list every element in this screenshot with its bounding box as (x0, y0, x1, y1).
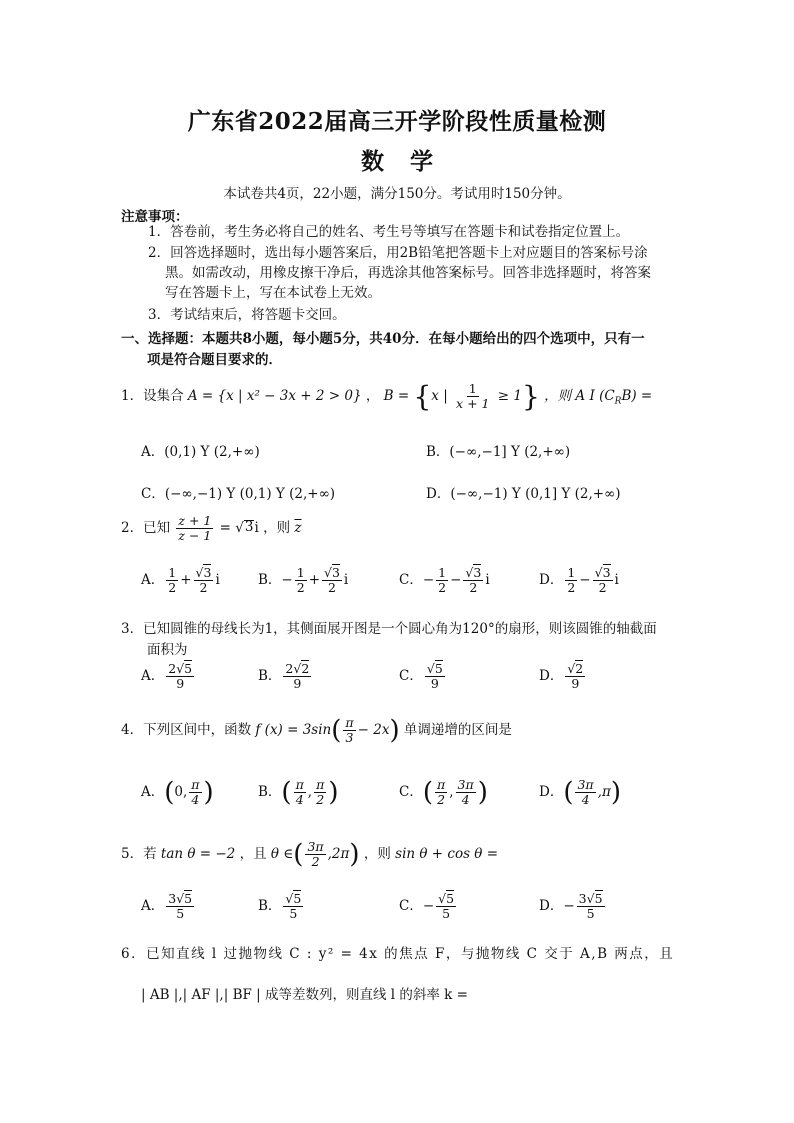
q4-b-den2: 2 (316, 792, 325, 807)
notice-item-2-line-2: 黑。如需改动，用橡皮擦干净后，再选涂其他答案标号。回答非选择题时，将答案 (165, 265, 651, 281)
q4-option-a[interactable]: A．(0, $\frac{\pi}{4}$ ) (141, 777, 214, 808)
q4-option-b[interactable]: B．( $\frac{\pi}{4}$ , $\frac{\pi}{2}$ ) (258, 777, 339, 808)
q5-a-label: A． (141, 898, 165, 914)
q2-sqrt-rad: 3 (244, 519, 254, 535)
q1-frac-den: x + 1 (456, 396, 490, 411)
q2-a-op: + (180, 572, 192, 588)
q1-tail-end: B) = (621, 388, 653, 404)
q4-paren-close: ) (389, 715, 400, 746)
q2-d-op: − (579, 572, 591, 588)
q2-d-imag: i (614, 572, 619, 588)
q2-fraction (176, 514, 213, 543)
q1-frac-num: 1 (468, 381, 477, 396)
q4-b-label: B． (258, 784, 282, 800)
q5-option-a[interactable]: A． $\frac{3√5}{5}$ (141, 891, 193, 921)
q5-int-right: ,2π (327, 846, 350, 862)
question-3 (121, 619, 681, 661)
q4-a-den: 4 (191, 792, 200, 807)
q5-d-label: D．− (539, 898, 575, 914)
section-heading-line-1: 一、选择题：本题共8小题，每小题5分，共40分．在每小题给出的四个选项中，只有一 (121, 331, 645, 347)
q5-tail: ，则 (363, 846, 391, 862)
q2-b-label: B．− (258, 572, 293, 588)
q6-line-1: 6．已知直线 l 过抛物线 C : y² = 4x 的焦点 F，与抛物线 C 交于 A,B 两点，且 (121, 946, 675, 962)
q5-b-label: B． (258, 898, 282, 914)
q2-c-imag: i (485, 572, 490, 588)
q3-option-c[interactable]: C． $\frac{√5}{9}$ (399, 661, 443, 691)
q3-option-b[interactable]: B． $\frac{2√2}{9}$ (258, 661, 310, 691)
q5-d-coef: 3 (578, 891, 587, 906)
q2-d-num2: 3 (602, 565, 611, 580)
q2-c-num2: 3 (473, 565, 482, 580)
q4-tail: 单调递增的区间是 (403, 722, 512, 738)
q3-b-label: B． (258, 668, 282, 684)
q2-a-num2: 3 (203, 565, 212, 580)
q5-c-label: C．− (399, 898, 435, 914)
notice-item-3: 3．考试结束后，将答题卡交回。 (148, 307, 346, 323)
question-5: 5．若 tan θ = −2 ，且 θ ∈( $\frac{3\pi}{2}$ ,2π) ，则 sin θ + cos θ = (121, 839, 499, 870)
q4-b-num1: π (295, 777, 304, 792)
q4-c-label: C． (399, 784, 423, 800)
q4-b-num2: π (316, 777, 325, 792)
q2-option-a[interactable]: A． $\frac{1}{2}$ + $\frac{√3}{2}$ i (141, 565, 220, 595)
q1-prefix: 1．设集合 (121, 388, 184, 404)
q5-b-den: 5 (289, 906, 298, 921)
q3-d-label: D． (539, 668, 564, 684)
question-2 (121, 514, 302, 543)
q5-option-b[interactable]: B． $\frac{√5}{5}$ (258, 891, 302, 921)
q1-fraction (454, 382, 491, 411)
q3-b-coef: 2 (285, 661, 294, 676)
q2-a-imag: i (215, 572, 220, 588)
q3-c-label: C． (399, 668, 423, 684)
q2-tail: ，则 (263, 520, 291, 536)
q5-a-coef: 3 (168, 891, 177, 906)
q2-d-den1: 2 (567, 580, 576, 595)
q5-expression: sin θ + cos θ = (395, 846, 499, 862)
q2-b-imag: i (343, 572, 349, 588)
q2-frac-den: z − 1 (178, 528, 212, 543)
q2-d-num1: 1 (567, 565, 576, 580)
q2-b-den2: 2 (327, 580, 336, 595)
q5-int-den: 2 (311, 854, 320, 869)
q2-a-num1: 1 (168, 565, 177, 580)
q1-option-d[interactable]: D．(−∞,−1) Y (0,1] Y (2,+∞) (426, 486, 621, 502)
q5-option-d[interactable]: D．− $\frac{3√5}{5}$ (539, 891, 603, 921)
q5-d-den: 5 (586, 906, 595, 921)
q5-c-rad: 5 (446, 891, 455, 906)
q1-option-b[interactable]: B．(−∞,−1] Y (2,+∞) (426, 444, 571, 460)
q2-equals: = (219, 520, 231, 536)
q2-b-num1: 1 (296, 565, 305, 580)
page-title: 广东省2022届高三开学阶段性质量检测 (187, 108, 607, 135)
q1-set-b-ineq: ≥ 1 (497, 388, 522, 404)
q2-c-label: C．− (399, 572, 435, 588)
q2-frac-num: z + 1 (178, 513, 212, 528)
q1-set-a: A = {x | x² − 3x + 2 > 0} (187, 388, 362, 404)
q4-paren-open: ( (331, 715, 342, 746)
q2-option-c[interactable]: C．− $\frac{1}{2}$ − $\frac{√3}{2}$ i (399, 565, 490, 595)
q4-c-num1: π (437, 777, 446, 792)
q3-line-2: 面积为 (147, 642, 188, 658)
q2-a-label: A． (141, 572, 165, 588)
q5-b-rad: 5 (293, 891, 302, 906)
section-heading (121, 329, 681, 371)
q4-c-den1: 2 (437, 792, 446, 807)
subject-title: 数学 (361, 148, 459, 175)
q6-line-2: | AB |,| AF |,| BF | 成等差数列，则直线 l 的斜率 k = (141, 987, 468, 1003)
q4-option-d[interactable]: D．( $\frac{3\pi}{4}$ ,π) (539, 777, 621, 808)
q5-condition: tan θ = −2 (160, 846, 236, 862)
q3-a-coef: 2 (168, 661, 177, 676)
notice-title: 注意事项： (121, 209, 189, 225)
q3-a-rad: 5 (184, 661, 193, 676)
question-1 (121, 380, 652, 413)
q4-c-num2: 3π (457, 777, 474, 792)
notice-item-2-line-1: 2．回答选择题时，选出每小题答案后，用2B铅笔把答题卡上对应题目的答案标号涂 (148, 245, 648, 261)
q3-d-rad: 2 (575, 661, 584, 676)
q5-c-den: 5 (442, 906, 451, 921)
q1-set-b-label: B = (383, 388, 410, 404)
q3-option-d[interactable]: D． $\frac{√2}{9}$ (539, 661, 584, 691)
q4-d-num1: 3π (577, 777, 594, 792)
q4-inner-tail: − 2x (357, 722, 390, 738)
q1-separator: ， (365, 388, 380, 404)
q3-a-label: A． (141, 668, 165, 684)
q5-a-rad: 5 (184, 891, 193, 906)
notice-item-2-line-3: 写在答题卡上，写在本试卷上无效。 (165, 285, 381, 301)
q3-a-den: 9 (176, 676, 185, 691)
q4-inner-den: 3 (345, 730, 354, 745)
q1-option-a[interactable]: A．(0,1) Y (2,+∞) (141, 444, 260, 460)
q4-a-label: A． (141, 784, 165, 800)
q2-option-b[interactable]: B．− $\frac{1}{2}$ + $\frac{√3}{2}$ i (258, 565, 349, 595)
q3-b-den: 9 (293, 676, 302, 691)
q2-c-den2: 2 (469, 580, 478, 595)
q2-c-den1: 2 (438, 580, 447, 595)
q3-option-a[interactable]: A． $\frac{2√5}{9}$ (141, 661, 193, 691)
q3-d-den: 9 (571, 676, 580, 691)
q2-b-op: + (308, 572, 320, 588)
q2-prefix: 2．已知 (121, 520, 171, 536)
q4-prefix: 4．下列区间中，函数 (121, 722, 252, 738)
q4-d-right: ,π (597, 784, 611, 800)
q2-zbar: $\overline{z}$ (294, 520, 302, 536)
q5-int-num: 3π (307, 839, 324, 854)
q2-sqrt: √ 3 (235, 519, 254, 536)
q2-b-den1: 2 (296, 580, 305, 595)
q2-option-d[interactable]: D． $\frac{1}{2}$ − $\frac{√3}{2}$ i (539, 565, 619, 595)
q4-c-den2: 4 (461, 792, 470, 807)
exam-intro: 本试卷共4页，22小题，满分150分。考试用时150分钟。 (223, 186, 571, 202)
notice-item-2 (148, 243, 651, 303)
q1-tail: ，则 A I (C (544, 388, 615, 404)
question-6-line-2 (141, 983, 468, 1003)
q4-d-label: D． (539, 784, 564, 800)
q5-option-c[interactable]: C．− $\frac{√5}{5}$ (399, 891, 455, 921)
notice-item-1: 1．答卷前，考生务必将自己的姓名、考生号等填写在答题卡和试卷指定位置上。 (148, 224, 630, 240)
q5-theta-in: θ ∈ (270, 846, 294, 862)
q2-imag: i (254, 520, 259, 536)
question-6 (121, 942, 681, 962)
q5-a-den: 5 (176, 906, 185, 921)
q2-c-op: − (450, 572, 462, 588)
q1-tail-sub: R (614, 396, 622, 407)
q3-b-rad: 2 (301, 661, 310, 676)
question-4 (121, 716, 512, 745)
q4-a-num: π (191, 777, 200, 792)
q4-inner-num: π (345, 715, 354, 730)
q4-b-den1: 4 (295, 792, 304, 807)
q4-function: f (x) = 3sin (255, 722, 332, 738)
q2-b-num2: 3 (331, 565, 340, 580)
q3-line-1: 3．已知圆锥的母线长为1，其侧面展开图是一个圆心角为120°的扇形，则该圆锥的轴截面 (121, 621, 657, 637)
q2-c-num1: 1 (438, 565, 447, 580)
q2-a-den1: 2 (168, 580, 177, 595)
q1-set-b-var: x | (431, 388, 448, 404)
q1-brace-open: { (413, 380, 432, 413)
q4-option-c[interactable]: C．( $\frac{\pi}{2}$ , $\frac{3\pi}{4}$ ) (399, 777, 488, 808)
q4-a-left: 0, (174, 784, 188, 800)
q2-d-label: D． (539, 572, 564, 588)
q4-d-den1: 4 (581, 792, 590, 807)
q2-d-den2: 2 (598, 580, 607, 595)
q3-c-den: 9 (430, 676, 439, 691)
q3-c-rad: 5 (434, 661, 443, 676)
q5-mid: ，且 (239, 846, 267, 862)
q1-option-c[interactable]: C．(−∞,−1) Y (0,1) Y (2,+∞) (141, 486, 336, 502)
q5-d-rad: 5 (594, 891, 603, 906)
q1-brace-close: } (521, 380, 540, 413)
q2-a-den2: 2 (199, 580, 208, 595)
q5-prefix: 5．若 (121, 846, 157, 862)
section-heading-line-2: 项是符合题目要求的． (147, 352, 282, 368)
